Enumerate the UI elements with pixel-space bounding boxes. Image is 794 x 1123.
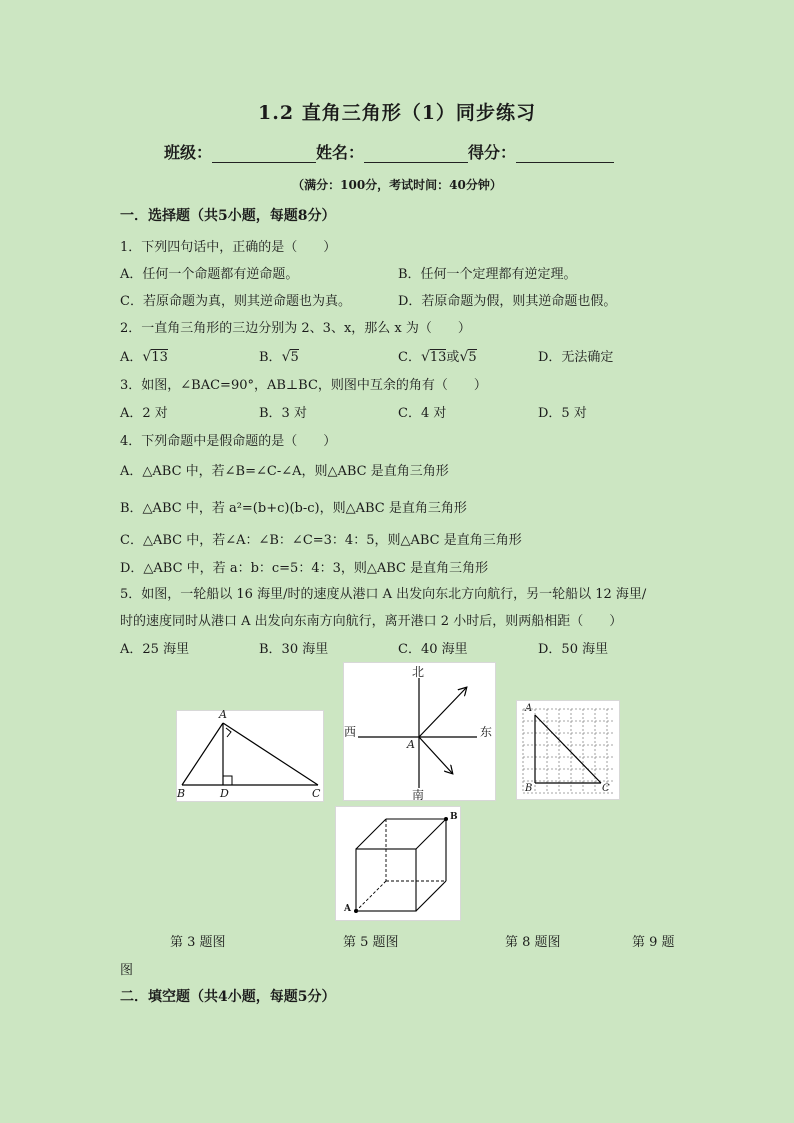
question-2-option-d: D．无法确定 xyxy=(538,350,614,365)
section-heading-choice: 一．选择题（共5小题，每题8分） xyxy=(120,208,336,224)
section-heading-fill-in: 二．填空题（共4小题，每题5分） xyxy=(120,989,336,1005)
question-5-option-c: C．40 海里 xyxy=(398,642,468,657)
caption-figure-3: 第 3 题图 xyxy=(170,935,226,950)
fig5-label-north: 北 xyxy=(412,665,425,679)
name-label: 姓名： xyxy=(316,143,365,162)
question-5-stem-line-1: 5．如图，一轮船以 16 海里/时的速度从港口 A 出发向东北方向航行，另一轮船以 12 海里/ xyxy=(120,587,647,602)
score-blank xyxy=(516,144,614,163)
question-1-option-d: D．若原命题为假，则其逆命题也假。 xyxy=(398,294,617,309)
question-3-option-b: B．3 对 xyxy=(259,406,307,421)
fig5-label-west: 西 xyxy=(344,725,357,739)
question-3-stem: 3．如图，∠BAC=90°，AB⊥BC，则图中互余的角有（ ） xyxy=(120,378,487,393)
question-2-option-c: C．√13或√5 xyxy=(398,349,477,365)
question-3-option-a: A．2 对 xyxy=(120,406,168,421)
fig8-label-c: C xyxy=(602,783,610,794)
figure-5-compass xyxy=(343,662,496,801)
figure-9-cube xyxy=(335,806,461,921)
question-5-option-a: A．25 海里 xyxy=(120,642,190,657)
fig5-label-south: 南 xyxy=(412,788,425,802)
question-2-option-a: A．√13 xyxy=(120,349,168,365)
score-label: 得分： xyxy=(468,143,517,162)
question-3-option-c: C．4 对 xyxy=(398,406,447,421)
fig9-label-a: A xyxy=(344,904,351,914)
fig8-label-a: A xyxy=(525,703,533,714)
exam-subtitle: （满分：100分，考试时间：40分钟） xyxy=(292,178,502,192)
fig3-label-a: A xyxy=(219,708,227,721)
question-4-option-a: A．△ABC 中，若∠B=∠C-∠A，则△ABC 是直角三角形 xyxy=(120,464,449,479)
question-1-option-c: C．若原命题为真，则其逆命题也为真。 xyxy=(120,294,351,309)
question-4-option-d: D．△ABC 中，若 a：b：c=5：4：3，则△ABC 是直角三角形 xyxy=(120,561,489,576)
fig3-label-d: D xyxy=(220,787,229,800)
figure-8-grid xyxy=(516,700,620,800)
question-2-option-b: B．√5 xyxy=(259,349,299,365)
question-5-option-b: B．30 海里 xyxy=(259,642,329,657)
question-5-stem-line-2: 时的速度同时从港口 A 出发向东南方向航行，离开港口 2 小时后，则两船相距（ ） xyxy=(120,614,623,629)
student-info-row xyxy=(164,140,614,163)
question-4-option-c: C．△ABC 中，若∠A：∠B：∠C=3：4：5，则△ABC 是直角三角形 xyxy=(120,533,522,548)
caption-figure-9-wrap: 图 xyxy=(120,963,134,978)
page-title: 1.2 直角三角形（1）同步练习 xyxy=(258,102,536,124)
question-5-option-d: D．50 海里 xyxy=(538,642,609,657)
class-blank xyxy=(212,144,316,163)
question-1-option-b: B．任何一个定理都有逆定理。 xyxy=(398,267,577,282)
caption-figure-8: 第 8 题图 xyxy=(505,935,561,950)
caption-figure-5: 第 5 题图 xyxy=(343,935,399,950)
name-blank xyxy=(364,144,468,163)
figure-3-triangle xyxy=(176,710,324,802)
caption-figure-9: 第 9 题 xyxy=(632,935,675,950)
fig5-label-east: 东 xyxy=(480,725,493,739)
question-3-option-d: D．5 对 xyxy=(538,406,587,421)
class-label: 班级： xyxy=(164,143,213,162)
question-4-stem: 4．下列命题中是假命题的是（ ） xyxy=(120,434,337,449)
fig3-label-c: C xyxy=(312,787,321,800)
fig3-label-b: B xyxy=(177,787,186,800)
question-1-option-a: A．任何一个命题都有逆命题。 xyxy=(120,267,299,282)
question-2-stem: 2．一直角三角形的三边分别为 2、3、x，那么 x 为（ ） xyxy=(120,321,471,336)
question-4-option-b: B．△ABC 中，若 a²=(b+c)(b-c)，则△ABC 是直角三角形 xyxy=(120,501,467,516)
fig5-label-a: A xyxy=(407,738,415,751)
fig9-label-b: B xyxy=(450,812,458,822)
fig8-label-b: B xyxy=(525,783,533,794)
question-1-stem: 1．下列四句话中，正确的是（ ） xyxy=(120,240,337,255)
